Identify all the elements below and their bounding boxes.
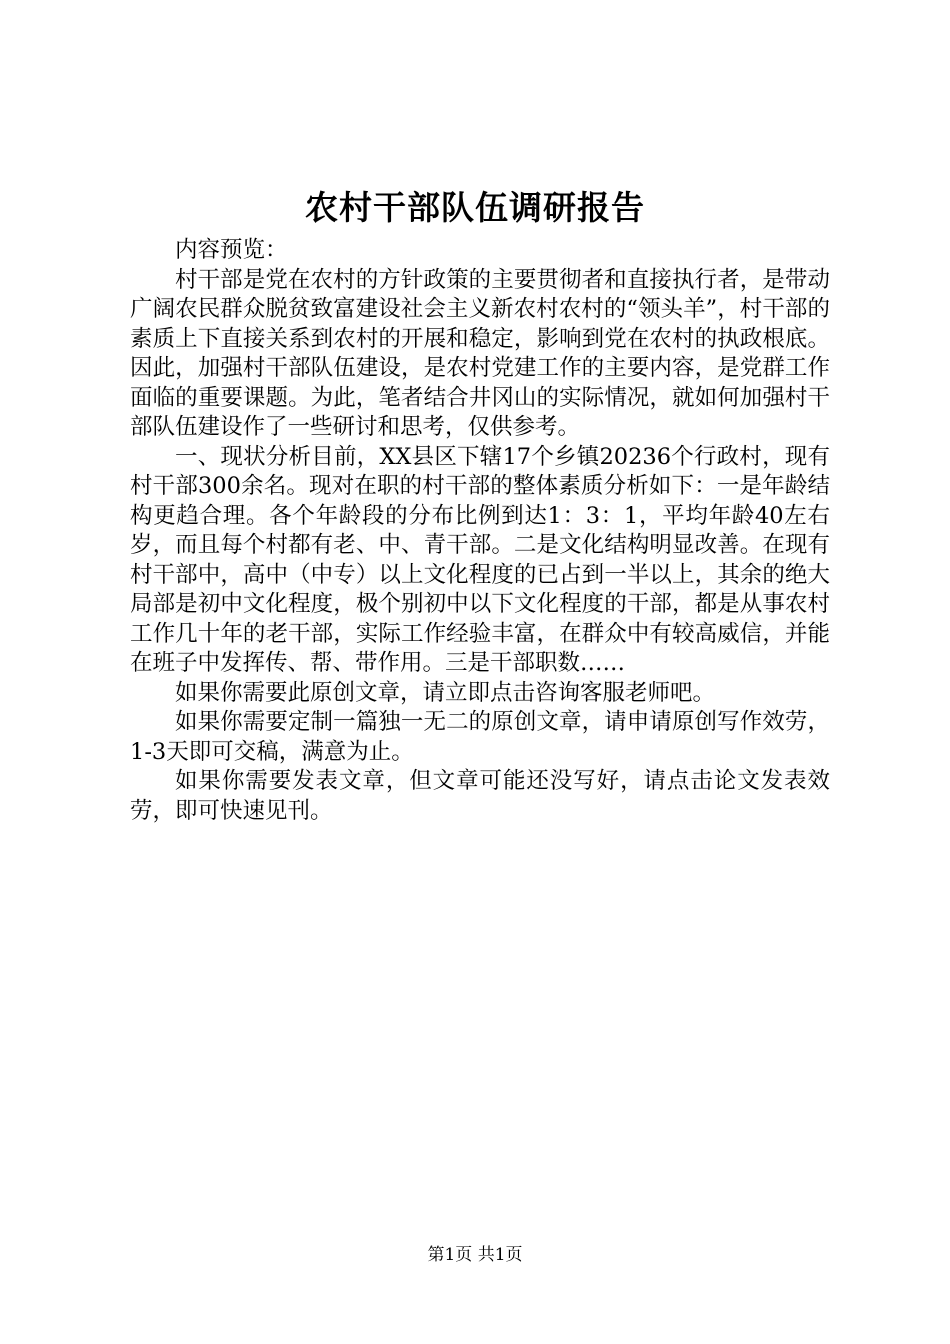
paragraph-custom-writing: 如果你需要定制一篇独一无二的原创文章，请申请原创写作效劳，1-3天即可交稿，满意为止。 bbox=[130, 709, 830, 765]
page-number: 第1页 bbox=[427, 1245, 473, 1265]
document-title: 农村干部队伍调研报告 bbox=[305, 188, 645, 227]
paragraph-status-analysis: 一、现状分析目前，XX县区下辖17个乡镇20236个行政村，现有村干部300余名。现对在职的村干部的整体素质分析如下：一是年龄结构更趋合理。各个年龄段的分布比例到达1：3：1，平均年龄40左右岁，而且每个村都有老、中、青干部。二是文化结构明显改善。在现有村干部中，高中（中专）以上文化程度的已占到一半以上，其余的绝大局部是初中文化程度，极个别初中以下文化程度的干部，都是从事农村工作几十年的老干部，实际工作经验丰富，在群众中有较高威信，并能在班子中发挥传、帮、带作用。三是干部职数…… bbox=[130, 443, 830, 676]
preview-label: 内容预览： bbox=[175, 237, 288, 263]
page-footer bbox=[0, 1244, 950, 1266]
document-body bbox=[130, 236, 830, 826]
paragraph-publish-service: 如果你需要发表文章，但文章可能还没写好，请点击论文发表效劳，即可快速见刊。 bbox=[130, 768, 830, 824]
paragraph-consult-link: 如果你需要此原创文章，请立即点击咨询客服老师吧。 bbox=[175, 679, 716, 706]
page-total: 共1页 bbox=[477, 1245, 523, 1265]
paragraph-intro: 村干部是党在农村的方针政策的主要贯彻者和直接执行者，是带动广阔农民群众脱贫致富建设社会主义新农村农村的“领头羊”，村干部的素质上下直接关系到农村的开展和稳定，影响到党在农村的执政根底。因此，加强村干部队伍建设，是农村党建工作的主要内容，是党群工作面临的重要课题。为此，笔者结合井冈山的实际情况，就如何加强村干部队伍建设作了一些研讨和思考，仅供参考。 bbox=[130, 266, 830, 440]
